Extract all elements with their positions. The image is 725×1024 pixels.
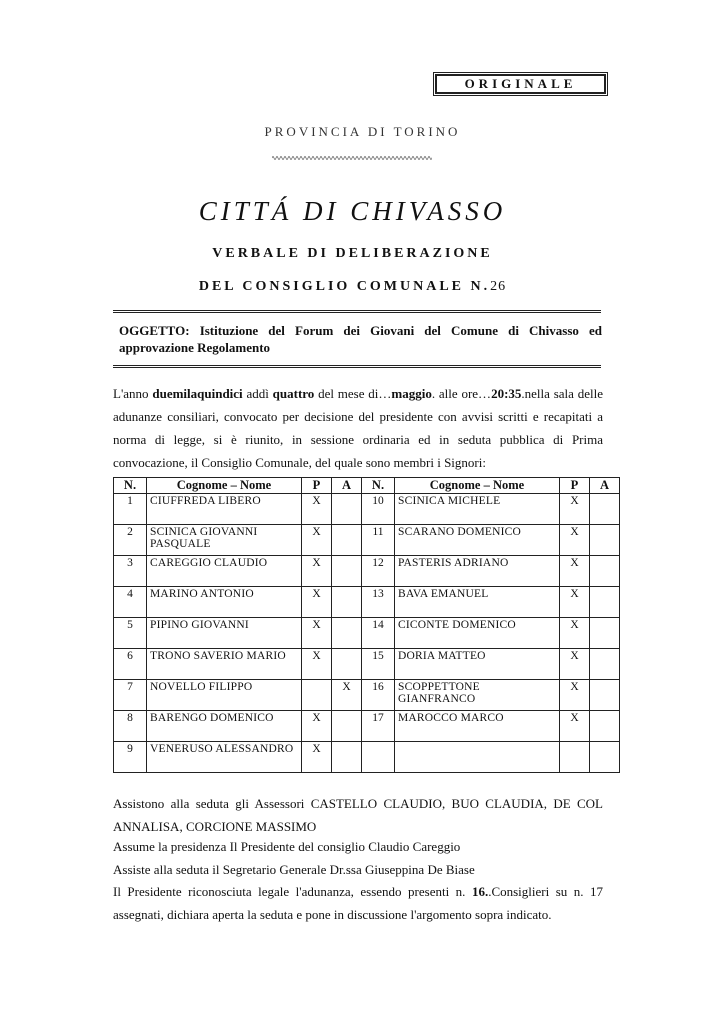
presidenza-line: Assume la presidenza Il Presidente del consiglio Claudio Careggio: [113, 839, 461, 854]
present-mark: X: [302, 742, 332, 773]
absent-mark: [590, 556, 620, 587]
member-name: DORIA MATTEO: [395, 649, 560, 680]
absent-mark: [332, 556, 362, 587]
member-number: [362, 742, 395, 773]
present-mark: X: [560, 711, 590, 742]
intro-text: addì: [242, 386, 273, 401]
header-a: A: [590, 478, 620, 494]
header-p: P: [302, 478, 332, 494]
oggetto-text: Istituzione del Forum dei Giovani del Comune di Chivasso ed approvazione Regolamento: [119, 323, 603, 355]
presenti-count: 16.: [471, 884, 489, 899]
city-title: CITTÁ DI CHIVASSO: [198, 196, 507, 226]
member-number: 8: [114, 711, 147, 742]
intro-anno: duemilaquindici: [152, 386, 243, 401]
absent-mark: [590, 494, 620, 525]
table-row: [114, 587, 620, 618]
member-number: 13: [362, 587, 395, 618]
absent-mark: X: [332, 680, 362, 711]
bottom-rule: [113, 365, 601, 368]
member-name: BAVA EMANUEL: [395, 587, 560, 618]
originale-stamp: [433, 72, 608, 96]
deliberation-number: 26: [490, 279, 507, 294]
originale-label: ORIGINALE: [435, 74, 606, 94]
table-row: [114, 556, 620, 587]
header-name: Cognome – Nome: [147, 478, 302, 494]
intro-giorno: quattro: [272, 386, 315, 401]
member-number: 12: [362, 556, 395, 587]
verbale-heading: VERBALE DI DELIBERAZIONE: [212, 246, 493, 261]
table-row: [114, 680, 620, 711]
present-mark: X: [302, 556, 332, 587]
absent-mark: [590, 587, 620, 618]
intro-text: .nella sala delle adunanze consiliari, convocato per decisione del presidente con avvisi scritti e recapitati a norma di legge, si è riunito, in sessione ordinaria ed in seduta pubblica di Prima convocazione, il Consiglio Comunale, del quale sono membri i Signori:: [113, 386, 603, 470]
member-name: SCOPPETTONE GIANFRANCO: [395, 680, 560, 711]
member-number: 17: [362, 711, 395, 742]
present-mark: X: [560, 494, 590, 525]
top-rule: [113, 310, 601, 313]
member-number: 16: [362, 680, 395, 711]
member-number: 5: [114, 618, 147, 649]
table-row: [114, 649, 620, 680]
table-row: [114, 525, 620, 556]
present-mark: X: [560, 649, 590, 680]
members-table: [113, 477, 620, 773]
member-name: SCARANO DOMENICO: [395, 525, 560, 556]
consiglio-heading: [0, 279, 705, 295]
present-mark: X: [302, 618, 332, 649]
member-name: NOVELLO FILIPPO: [147, 680, 302, 711]
decorative-divider: [272, 155, 432, 161]
apertura-paragraph: [113, 880, 603, 926]
table-row: [114, 742, 620, 773]
member-number: 6: [114, 649, 147, 680]
assessori-paragraph: Assistono alla seduta gli Assessori CASTELLO CLAUDIO, BUO CLAUDIA, DE COL ANNALISA, CORCIONE MASSIMO: [113, 796, 603, 834]
member-number: 7: [114, 680, 147, 711]
member-number: 14: [362, 618, 395, 649]
absent-mark: [590, 680, 620, 711]
present-mark: X: [302, 494, 332, 525]
absent-mark: [332, 494, 362, 525]
member-name: SCINICA MICHELE: [395, 494, 560, 525]
header-name: Cognome – Nome: [395, 478, 560, 494]
member-name: [395, 742, 560, 773]
absent-mark: [590, 618, 620, 649]
present-mark: X: [302, 711, 332, 742]
present-mark: X: [302, 587, 332, 618]
provincia-heading: PROVINCIA DI TORINO: [264, 124, 461, 139]
present-mark: X: [560, 525, 590, 556]
present-mark: X: [560, 680, 590, 711]
present-mark: [560, 742, 590, 773]
member-name: PIPINO GIOVANNI: [147, 618, 302, 649]
member-number: 15: [362, 649, 395, 680]
header-n: N.: [114, 478, 147, 494]
member-name: CIUFFREDA LIBERO: [147, 494, 302, 525]
member-number: 4: [114, 587, 147, 618]
oggetto-block: [119, 322, 602, 356]
absent-mark: [590, 525, 620, 556]
member-name: PASTERIS ADRIANO: [395, 556, 560, 587]
member-name: VENERUSO ALESSANDRO: [147, 742, 302, 773]
oggetto-label: OGGETTO:: [119, 323, 190, 338]
present-mark: X: [560, 618, 590, 649]
intro-text: L'anno: [113, 386, 153, 401]
intro-paragraph: [113, 382, 603, 474]
table-row: [114, 618, 620, 649]
present-mark: X: [302, 649, 332, 680]
absent-mark: [332, 711, 362, 742]
member-number: 1: [114, 494, 147, 525]
present-mark: [302, 680, 332, 711]
header-p: P: [560, 478, 590, 494]
member-number: 3: [114, 556, 147, 587]
consiglio-label: DEL CONSIGLIO COMUNALE N.: [198, 279, 491, 294]
absent-mark: [332, 742, 362, 773]
table-row: [114, 711, 620, 742]
table-row: [114, 494, 620, 525]
member-name: MAROCCO MARCO: [395, 711, 560, 742]
member-number: 9: [114, 742, 147, 773]
member-name: CAREGGIO CLAUDIO: [147, 556, 302, 587]
absent-mark: [332, 587, 362, 618]
member-number: 11: [362, 525, 395, 556]
header-a: A: [332, 478, 362, 494]
table-header-row: [114, 478, 620, 494]
member-number: 2: [114, 525, 147, 556]
absent-mark: [590, 649, 620, 680]
segretario-line: Assiste alla seduta il Segretario Generale Dr.ssa Giuseppina De Biase: [113, 862, 475, 877]
apertura-text: Il Presidente riconosciuta legale l'adunanza, essendo presenti n.: [113, 884, 472, 899]
present-mark: X: [302, 525, 332, 556]
intro-mese: maggio: [391, 386, 432, 401]
absent-mark: [332, 525, 362, 556]
absent-mark: [590, 742, 620, 773]
member-name: MARINO ANTONIO: [147, 587, 302, 618]
member-name: SCINICA GIOVANNI PASQUALE: [147, 525, 302, 556]
apertura-text: .Consiglieri su n. 17 assegnati, dichiara aperta la seduta e pone in discussione l'argomento sopra indicato.: [113, 884, 603, 922]
intro-text: . alle ore…: [431, 386, 492, 401]
header-n: N.: [362, 478, 395, 494]
absent-mark: [590, 711, 620, 742]
member-name: BARENGO DOMENICO: [147, 711, 302, 742]
intro-ora: 20:35: [491, 386, 522, 401]
absent-mark: [332, 618, 362, 649]
present-mark: X: [560, 587, 590, 618]
member-number: 10: [362, 494, 395, 525]
intro-text: del mese di…: [314, 386, 392, 401]
member-name: CICONTE DOMENICO: [395, 618, 560, 649]
member-name: TRONO SAVERIO MARIO: [147, 649, 302, 680]
present-mark: X: [560, 556, 590, 587]
absent-mark: [332, 649, 362, 680]
